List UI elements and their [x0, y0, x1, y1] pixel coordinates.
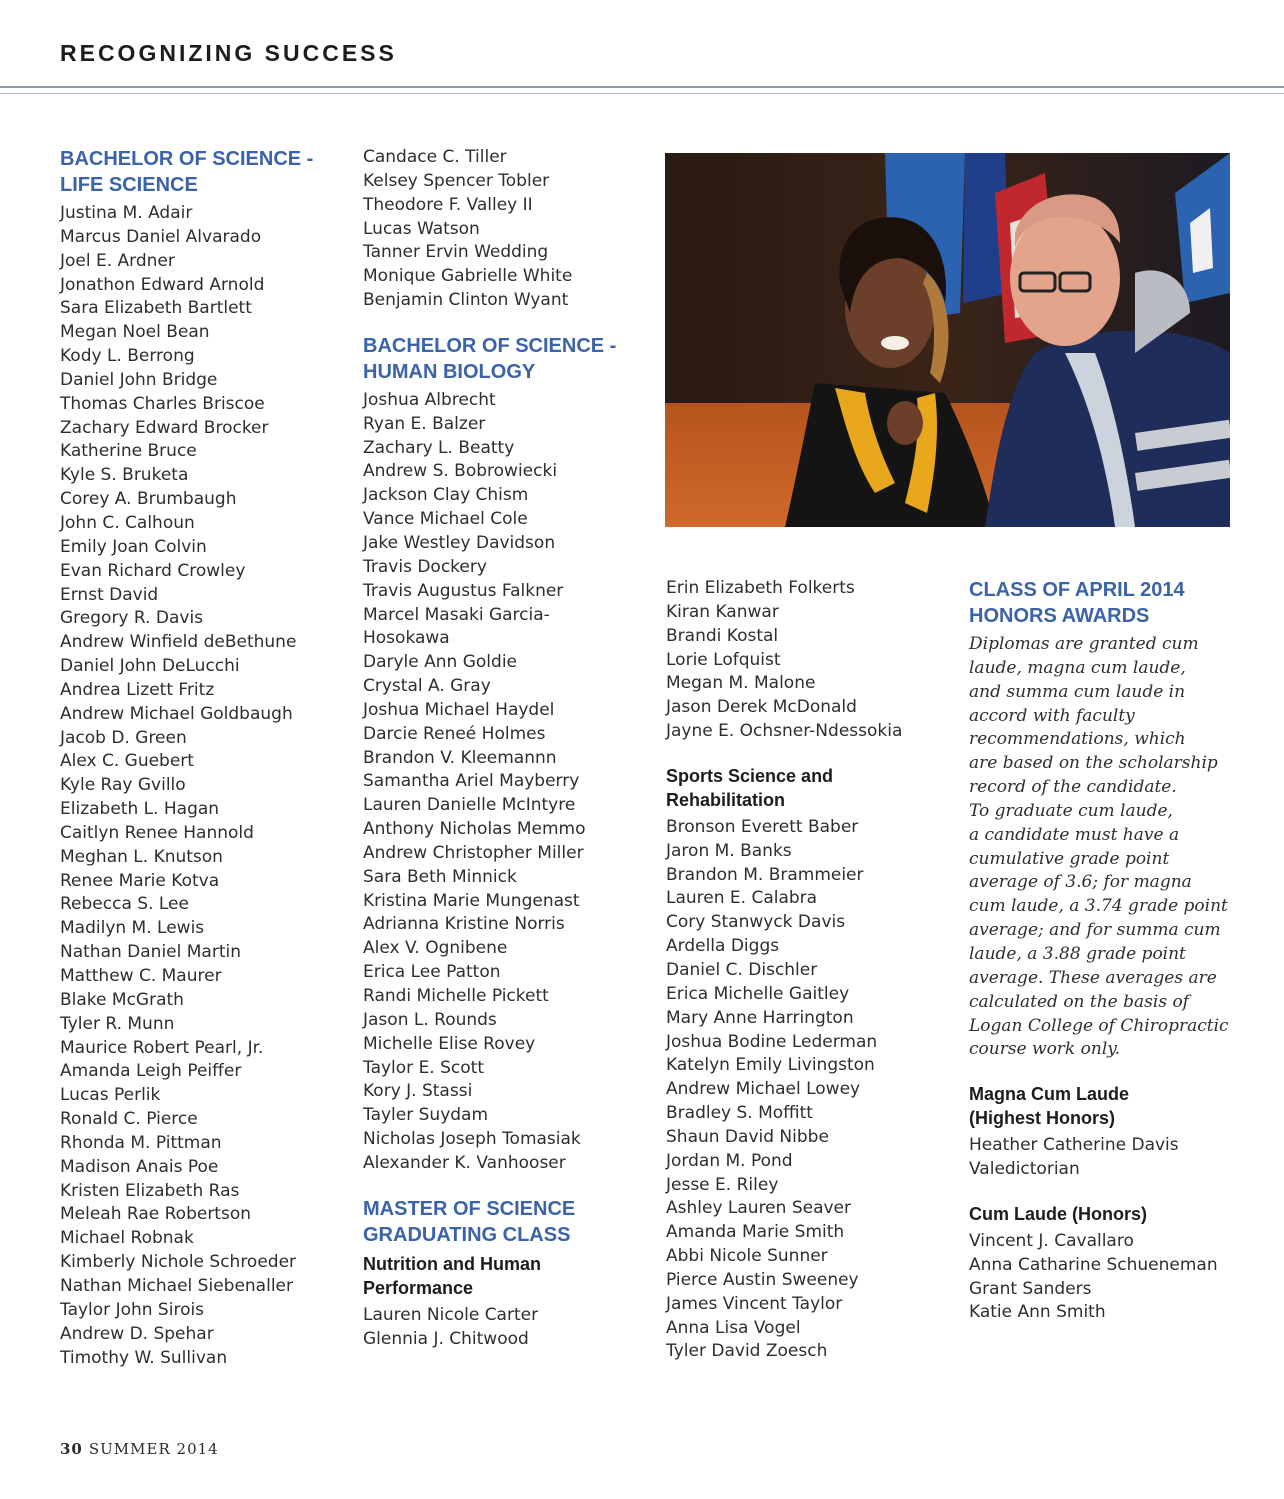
nutrition-names-cont: [666, 577, 941, 744]
list-item: Jordan M. Pond: [666, 1150, 793, 1171]
list-item: Meleah Rae Robertson: [60, 1204, 252, 1225]
text-line: course work only.: [969, 1039, 1121, 1060]
list-item: Tayler Suydam: [363, 1105, 489, 1126]
list-item: Travis Dockery: [363, 556, 487, 577]
list-item: Jonathon Edward Arnold: [60, 274, 265, 295]
graduation-photo: [665, 153, 1230, 527]
list-item: Monique Gabrielle White: [363, 266, 573, 287]
list-item: Adrianna Kristine Norris: [363, 914, 565, 935]
page-footer: [60, 1440, 219, 1458]
list-item: Brandon M. Brammeier: [666, 864, 864, 885]
list-item: Kiran Kanwar: [666, 601, 779, 622]
magna-names: [969, 1134, 1234, 1182]
list-item: Brandon V. Kleemannn: [363, 747, 557, 768]
list-item: Justina M. Adair: [60, 203, 193, 223]
heading-ms-graduating-class: MASTER OF SCIENCE GRADUATING CLASS: [363, 1197, 576, 1246]
list-item: Andrew D. Spehar: [60, 1323, 214, 1344]
list-item: Jason L. Rounds: [363, 1009, 497, 1030]
list-item: Shaun David Nibbe: [666, 1126, 829, 1147]
list-item: Michael Robnak: [60, 1228, 194, 1249]
page-number: 30: [60, 1440, 83, 1458]
nutrition-names: [363, 1304, 638, 1352]
text-line: recommendations, which: [969, 729, 1186, 750]
list-item: Vincent J. Cavallaro: [969, 1230, 1134, 1251]
heading-bs-human-biology: BACHELOR OF SCIENCE - HUMAN BIOLOGY: [363, 334, 617, 383]
list-item: Timothy W. Sullivan: [60, 1347, 228, 1368]
list-item: Daniel John DeLucchi: [60, 656, 240, 677]
list-item: Vance Michael Cole: [363, 509, 528, 530]
text-line: To graduate cum laude,: [969, 800, 1173, 821]
list-item: Alex V. Ognibene: [363, 938, 508, 959]
list-item: Benjamin Clinton Wyant: [363, 290, 569, 311]
column-1: [60, 146, 330, 1370]
list-item: Samantha Ariel Mayberry: [363, 771, 580, 792]
text-line: laude, magna cum laude,: [969, 657, 1186, 678]
subheading-cum-laude: Cum Laude (Honors): [969, 1203, 1147, 1224]
list-item: Randi Michelle Pickett: [363, 986, 549, 1006]
list-item: Brandi Kostal: [666, 625, 779, 646]
list-item: Joshua Albrecht: [363, 389, 496, 410]
list-item: Jaron M. Banks: [666, 840, 792, 861]
life-science-names-cont: [363, 146, 638, 313]
list-item: Rhonda M. Pittman: [60, 1132, 222, 1153]
list-item: Rebecca S. Lee: [60, 894, 189, 915]
list-item: Andrew Michael Lowey: [666, 1079, 861, 1100]
text-line: cumulative grade point: [969, 848, 1170, 869]
sports-science-names: [666, 816, 941, 1364]
list-item: Tyler David Zoesch: [666, 1341, 828, 1362]
list-item: Joshua Michael Haydel: [363, 699, 555, 720]
list-item: Kelsey Spencer Tobler: [363, 170, 550, 191]
list-item: Andrew Michael Goldbaugh: [60, 703, 293, 724]
list-item: Megan Noel Bean: [60, 322, 210, 343]
list-item: Caitlyn Renee Hannold: [60, 822, 254, 843]
list-item: Jacob D. Green: [60, 727, 187, 748]
list-item: Heather Catherine Davis: [969, 1135, 1179, 1156]
text-line: average; and for summa cum: [969, 920, 1221, 941]
list-item: Nathan Daniel Martin: [60, 942, 241, 963]
list-item: Cory Stanwyck Davis: [666, 912, 846, 933]
list-item: Madilyn M. Lewis: [60, 918, 205, 939]
list-item: John C. Calhoun: [60, 512, 195, 533]
list-item: Nathan Michael Siebenaller: [60, 1275, 293, 1296]
list-item: Andrew S. Bobrowiecki: [363, 461, 558, 482]
text-line: laude, a 3.88 grade point: [969, 943, 1186, 964]
list-item: Jesse E. Riley: [666, 1174, 779, 1195]
list-item: Tyler R. Munn: [60, 1013, 175, 1034]
list-item: Theodore F. Valley II: [363, 194, 533, 215]
list-item: Kody L. Berrong: [60, 346, 195, 367]
list-item: Kory J. Stassi: [363, 1081, 473, 1102]
list-item: Kristina Marie Mungenast: [363, 890, 580, 911]
list-item: Kimberly Nichole Schroeder: [60, 1252, 297, 1273]
header-rule: [0, 86, 1284, 88]
list-item: Lauren E. Calabra: [666, 888, 818, 909]
section-title: RECOGNIZING SUCCESS: [60, 40, 397, 66]
list-item: Anthony Nicholas Memmo: [363, 819, 586, 840]
list-item: Lauren Danielle McIntyre: [363, 795, 576, 816]
list-item: Ardella Diggs: [666, 936, 780, 957]
list-item: Ronald C. Pierce: [60, 1109, 198, 1130]
list-item: Erica Lee Patton: [363, 962, 501, 983]
header-rule-thin: [0, 93, 1284, 94]
text-line: are based on the scholarship: [969, 753, 1218, 774]
heading-honors-awards: CLASS OF APRIL 2014 HONORS AWARDS: [969, 579, 1185, 627]
list-item: Ashley Lauren Seaver: [666, 1198, 851, 1219]
list-item: Grant Sanders: [969, 1278, 1092, 1299]
list-item: James Vincent Taylor: [666, 1293, 843, 1314]
cum-laude-names: [969, 1230, 1234, 1325]
subheading-nutrition: Nutrition and Human Performance: [363, 1253, 541, 1298]
list-item: Emily Joan Colvin: [60, 536, 207, 557]
list-item: Glennia J. Chitwood: [363, 1328, 529, 1349]
list-item: Hosokawa: [363, 628, 450, 649]
list-item: Ernst David: [60, 584, 159, 605]
list-item: Jackson Clay Chism: [363, 485, 529, 506]
text-line: average of 3.6; for magna: [969, 872, 1192, 893]
list-item: Madison Anais Poe: [60, 1156, 219, 1177]
text-line: Logan College of Chiropractic: [969, 1015, 1229, 1036]
list-item: Lucas Perlik: [60, 1085, 161, 1106]
list-item: Katherine Bruce: [60, 441, 197, 462]
list-item: Amanda Marie Smith: [666, 1222, 845, 1243]
text-line: cum laude, a 3.74 grade point: [969, 896, 1228, 917]
list-item: Mary Anne Harrington: [666, 1007, 854, 1028]
list-item: Anna Catharine Schueneman: [969, 1254, 1218, 1275]
list-item: Lucas Watson: [363, 218, 480, 239]
list-item: Taylor E. Scott: [363, 1057, 484, 1078]
text-line: and summa cum laude in: [969, 681, 1186, 702]
list-item: Candace C. Tiller: [363, 147, 507, 167]
list-item: Michelle Elise Rovey: [363, 1033, 536, 1054]
list-item: Bradley S. Moffitt: [666, 1103, 813, 1124]
list-item: Bronson Everett Baber: [666, 816, 859, 837]
subheading-magna-cum-laude: Magna Cum Laude (Highest Honors): [969, 1084, 1130, 1129]
list-item: Ryan E. Balzer: [363, 413, 486, 434]
list-item: Alex C. Guebert: [60, 751, 194, 772]
subheading-sports-science: Sports Science and Rehabilitation: [666, 765, 834, 810]
list-item: Pierce Austin Sweeney: [666, 1269, 859, 1290]
list-item: Erica Michelle Gaitley: [666, 983, 850, 1004]
list-item: Joel E. Ardner: [60, 250, 175, 271]
text-line: calculated on the basis of: [969, 991, 1189, 1012]
text-line: a candidate must have a: [969, 824, 1180, 845]
list-item: Gregory R. Davis: [60, 608, 204, 629]
list-item: Taylor John Sirois: [60, 1299, 205, 1320]
list-item: Joshua Bodine Lederman: [666, 1031, 878, 1052]
heading-bs-life-science: BACHELOR OF SCIENCE - LIFE SCIENCE: [60, 148, 314, 196]
list-item: Matthew C. Maurer: [60, 966, 222, 986]
human-biology-names: [363, 389, 638, 1176]
text-line: record of the candidate.: [969, 777, 1177, 798]
list-item: Daniel John Bridge: [60, 369, 218, 390]
list-item: Valedictorian: [969, 1159, 1080, 1180]
list-item: Darcie Reneé Holmes: [363, 723, 546, 744]
column-2: [363, 146, 638, 1351]
list-item: Kyle S. Bruketa: [60, 465, 189, 486]
text-line: accord with faculty: [969, 705, 1135, 726]
list-item: Meghan L. Knutson: [60, 846, 223, 867]
life-science-names: [60, 202, 330, 1370]
list-item: Anna Lisa Vogel: [666, 1317, 801, 1338]
list-item: Andrew Winfield deBethune: [60, 632, 297, 653]
list-item: Travis Augustus Falkner: [363, 580, 564, 601]
issue-label: SUMMER 2014: [88, 1440, 219, 1458]
list-item: Marcus Daniel Alvarado: [60, 226, 262, 247]
column-3: [666, 577, 941, 1364]
list-item: Evan Richard Crowley: [60, 560, 246, 581]
list-item: Andrea Lizett Fritz: [60, 679, 215, 700]
list-item: Zachary Edward Brocker: [60, 417, 269, 438]
list-item: Daniel C. Dischler: [666, 959, 818, 980]
list-item: Zachary L. Beatty: [363, 437, 515, 458]
list-item: Lauren Nicole Carter: [363, 1304, 539, 1325]
list-item: Elizabeth L. Hagan: [60, 799, 220, 820]
text-line: average. These averages are: [969, 967, 1217, 988]
list-item: Erin Elizabeth Folkerts: [666, 578, 855, 598]
list-item: Crystal A. Gray: [363, 676, 491, 697]
list-item: Kyle Ray Gvillo: [60, 775, 186, 796]
list-item: Marcel Masaki Garcia-: [363, 604, 550, 625]
list-item: Megan M. Malone: [666, 673, 816, 694]
list-item: Lorie Lofquist: [666, 649, 781, 670]
list-item: Alexander K. Vanhooser: [363, 1152, 566, 1173]
list-item: Amanda Leigh Peiffer: [60, 1061, 242, 1082]
list-item: Daryle Ann Goldie: [363, 652, 517, 673]
list-item: Thomas Charles Briscoe: [60, 393, 265, 414]
list-item: Abbi Nicole Sunner: [666, 1246, 828, 1267]
list-item: Andrew Christopher Miller: [363, 842, 584, 863]
list-item: Jason Derek McDonald: [666, 697, 857, 718]
column-4: [969, 577, 1234, 1325]
list-item: Corey A. Brumbaugh: [60, 489, 237, 510]
text-line: Diplomas are granted cum: [969, 634, 1199, 654]
list-item: Blake McGrath: [60, 989, 184, 1010]
list-item: Tanner Ervin Wedding: [363, 242, 549, 263]
honors-description: [969, 633, 1234, 1062]
list-item: Sara Beth Minnick: [363, 866, 517, 887]
list-item: Nicholas Joseph Tomasiak: [363, 1129, 581, 1150]
list-item: Jake Westley Davidson: [363, 532, 556, 553]
list-item: Sara Elizabeth Bartlett: [60, 298, 252, 319]
list-item: Katelyn Emily Livingston: [666, 1055, 875, 1076]
list-item: Katie Ann Smith: [969, 1302, 1106, 1323]
list-item: Maurice Robert Pearl, Jr.: [60, 1037, 264, 1058]
list-item: Jayne E. Ochsner-Ndessokia: [666, 721, 903, 742]
list-item: Renee Marie Kotva: [60, 870, 220, 891]
list-item: Kristen Elizabeth Ras: [60, 1180, 240, 1201]
